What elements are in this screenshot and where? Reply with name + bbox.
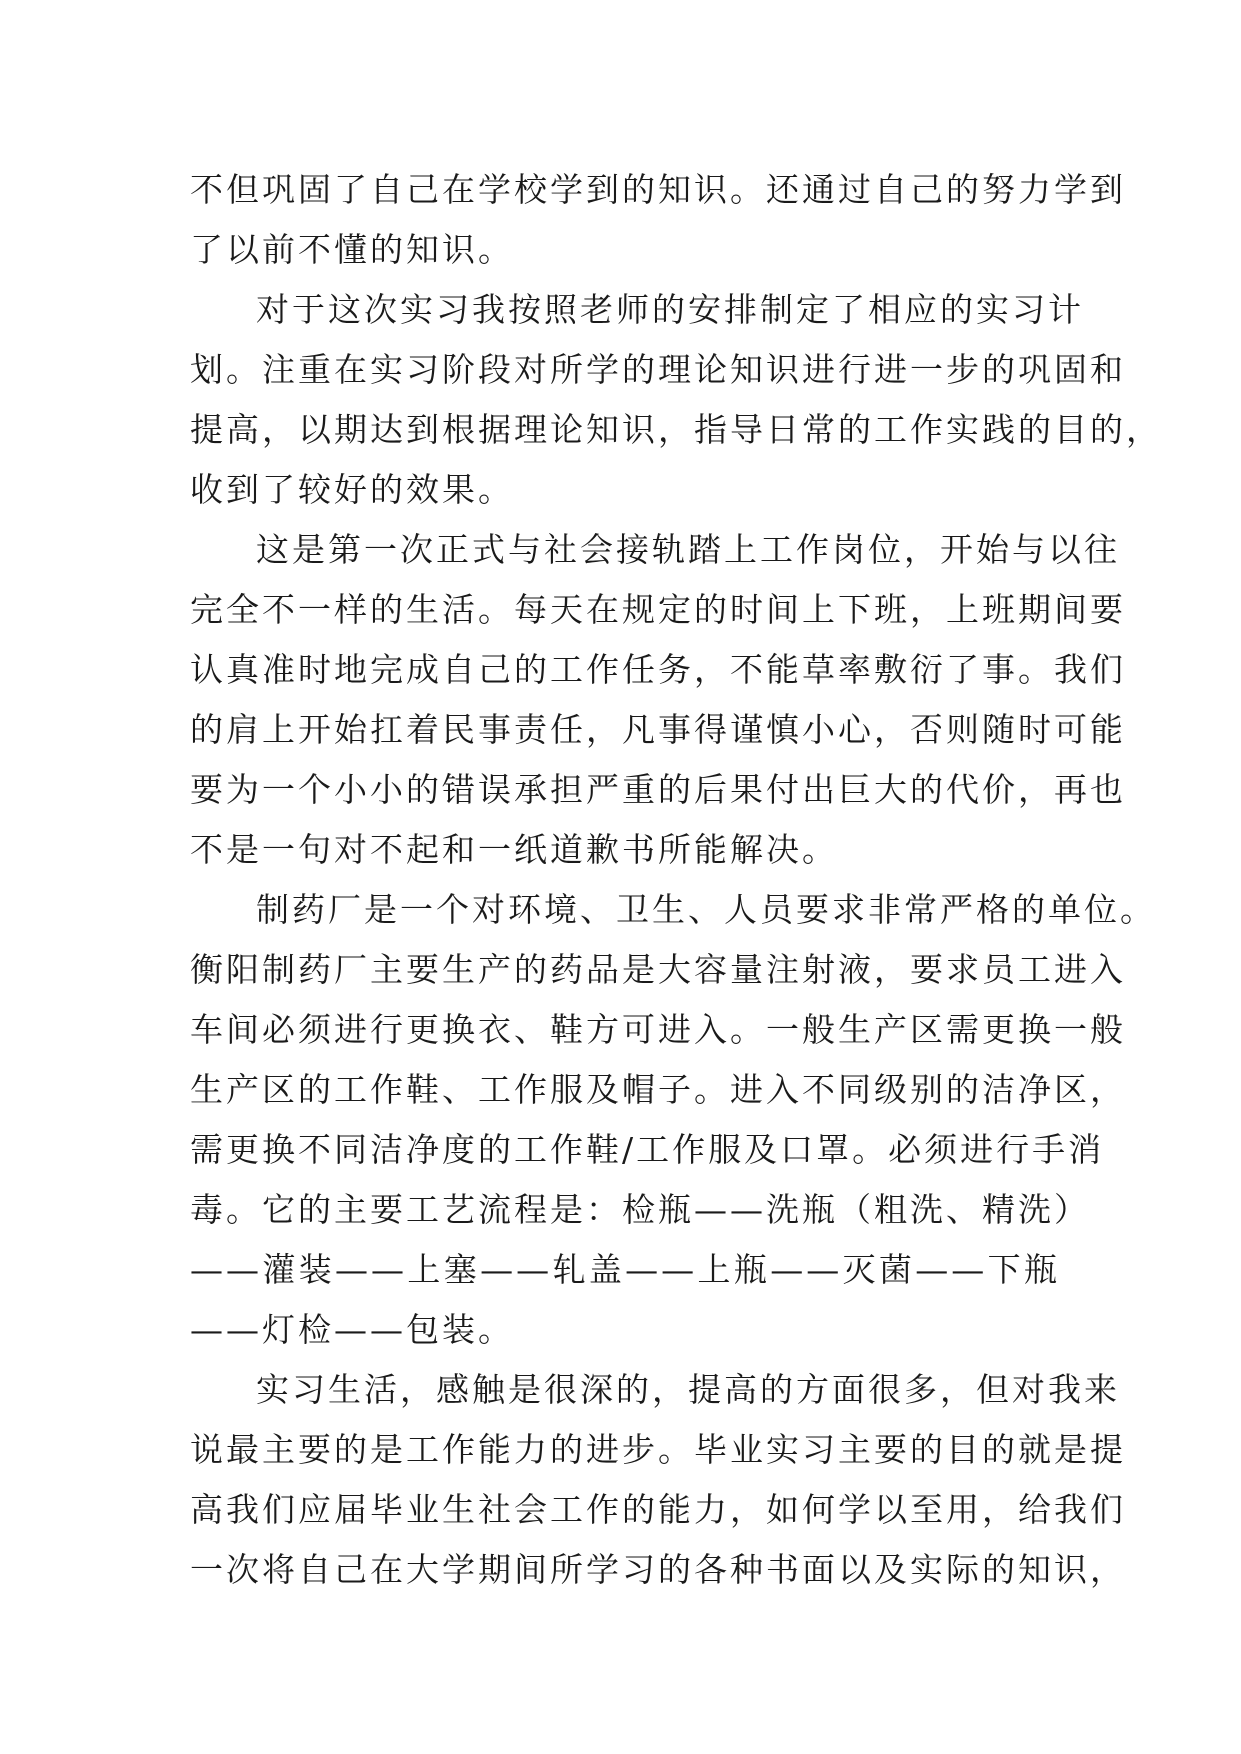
- text-line: 了以前不懂的知识。: [190, 230, 514, 269]
- document-body: [190, 160, 1162, 1600]
- text-line: 完全不一样的生活。每天在规定的时间上下班，上班期间要: [190, 590, 1126, 629]
- text-line: 不是一句对不起和一纸道歉书所能解决。: [190, 830, 838, 869]
- text-line: ——灯检——包装。: [190, 1310, 514, 1349]
- paragraph-start-line: 这是第一次正式与社会接轨踏上工作岗位，开始与以往: [256, 530, 1120, 569]
- text-line: 收到了较好的效果。: [190, 470, 514, 509]
- text-line: 提高，以期达到根据理论知识，指导日常的工作实践的目的，: [190, 410, 1162, 449]
- text-line: 高我们应届毕业生社会工作的能力，如何学以至用，给我们: [190, 1490, 1126, 1529]
- paragraph-start-line: 对于这次实习我按照老师的安排制定了相应的实习计: [256, 290, 1084, 329]
- text-line: 说最主要的是工作能力的进步。毕业实习主要的目的就是提: [190, 1430, 1126, 1469]
- text-line: 要为一个小小的错误承担严重的后果付出巨大的代价，再也: [190, 770, 1126, 809]
- text-line: 生产区的工作鞋、工作服及帽子。进入不同级别的洁净区，: [190, 1070, 1126, 1109]
- text-line: 不但巩固了自己在学校学到的知识。还通过自己的努力学到: [190, 170, 1126, 209]
- text-line: 衡阳制药厂主要生产的药品是大容量注射液，要求员工进入: [190, 950, 1126, 989]
- text-line: 车间必须进行更换衣、鞋方可进入。一般生产区需更换一般: [190, 1010, 1126, 1049]
- text-line: 毒。它的主要工艺流程是：检瓶——洗瓶（粗洗、精洗）: [190, 1190, 1090, 1229]
- paragraph-start-line: 制药厂是一个对环境、卫生、人员要求非常严格的单位。: [256, 890, 1156, 929]
- text-line: 的肩上开始扛着民事责任，凡事得谨慎小心，否则随时可能: [190, 710, 1126, 749]
- text-line: 划。注重在实习阶段对所学的理论知识进行进一步的巩固和: [190, 350, 1126, 389]
- text-line: 认真准时地完成自己的工作任务，不能草率敷衍了事。我们: [190, 650, 1126, 689]
- text-line: 一次将自己在大学期间所学习的各种书面以及实际的知识，: [190, 1550, 1126, 1589]
- paragraph-start-line: 实习生活，感触是很深的，提高的方面很多，但对我来: [256, 1370, 1120, 1409]
- text-line: 需更换不同洁净度的工作鞋/工作服及口罩。必须进行手消: [190, 1130, 1105, 1169]
- text-line: ——灌装——上塞——轧盖——上瓶——灭菌——下瓶: [190, 1250, 1060, 1289]
